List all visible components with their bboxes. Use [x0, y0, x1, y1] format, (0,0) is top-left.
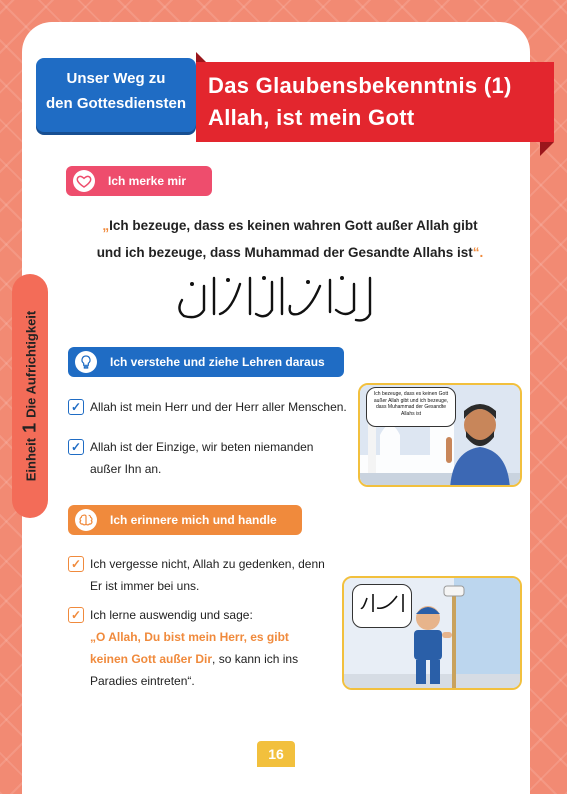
act-item-2	[68, 604, 348, 692]
shahada-quote	[60, 212, 520, 266]
arabic-speech-bubble	[352, 584, 412, 628]
act-item-1	[68, 553, 348, 597]
section-act-label: Ich erinnere mich und handle	[110, 513, 277, 527]
act-item-1-line2: Er ist immer bei uns.	[90, 579, 200, 593]
lesson-title-banner	[196, 62, 554, 142]
section-understand-label: Ich verstehe und ziehe Lehren daraus	[110, 355, 325, 369]
understand-item-1	[68, 396, 358, 418]
understand-item-2	[68, 436, 358, 480]
check-icon: ✓	[68, 556, 84, 572]
check-icon: ✓	[68, 399, 84, 415]
understand-item-1-text: Allah ist mein Herr und der Herr aller Menschen.	[90, 400, 347, 414]
page-number: 16	[257, 741, 295, 767]
lightbulb-icon	[75, 351, 97, 373]
understand-item-2-line2: außer Ihn an.	[90, 462, 162, 476]
act-item-2-highlight: keinen Gott außer Dir	[90, 652, 213, 666]
act-item-2-line1: Ich lerne auswendig und sage:	[90, 608, 253, 622]
painter-boy-illustration	[342, 576, 522, 690]
speech-bubble: Ich bezeuge, dass es keinen Gott außer Allah gibt und ich bezeuge, dass Muhammad der Gesandte Allahs ist	[366, 387, 456, 427]
unit-label-line2: den Gottesdiensten	[45, 95, 187, 112]
check-icon: ✓	[68, 607, 84, 623]
quote-line1: Ich bezeuge, dass es keinen wahren Gott außer Allah gibt	[109, 218, 478, 233]
check-icon: ✓	[68, 439, 84, 455]
section-memorize-label: Ich merke mir	[108, 174, 187, 188]
act-item-1-line1: Ich vergesse nicht, Allah zu gedenken, denn	[90, 557, 325, 571]
brain-icon	[75, 509, 97, 531]
understand-item-2-line1: Allah ist der Einzige, wir beten niemanden	[90, 440, 314, 454]
section-memorize-header	[66, 166, 212, 196]
lesson-title-line2: Allah, ist mein Gott	[208, 105, 415, 130]
unit-number: 1	[19, 422, 40, 433]
heart-icon	[73, 170, 95, 192]
section-understand-header	[68, 347, 344, 377]
unit-label-banner	[36, 58, 196, 132]
unit-word: Einheit	[23, 437, 39, 482]
quote-open: „	[102, 218, 110, 233]
unit-side-label	[20, 311, 41, 482]
act-item-2-line2: „O Allah, Du bist mein Herr, es gibt	[90, 630, 289, 644]
act-item-2-line4: Paradies eintreten“.	[90, 674, 195, 688]
act-item-2-line3-rest: , so kann ich ins	[212, 652, 299, 666]
quote-close: “.	[472, 245, 484, 260]
arabic-calligraphy-image	[170, 270, 380, 328]
unit-label-line1: Unser Weg zu	[66, 70, 166, 87]
lesson-title-line1: Das Glaubensbekenntnis (1)	[208, 73, 512, 98]
section-act-header	[68, 505, 302, 535]
mosque-man-illustration	[358, 383, 522, 487]
quote-line2: und ich bezeuge, dass Muhammad der Gesandte Allahs ist	[96, 245, 473, 260]
unit-topic: Die Aufrichtigkeit	[23, 310, 39, 418]
